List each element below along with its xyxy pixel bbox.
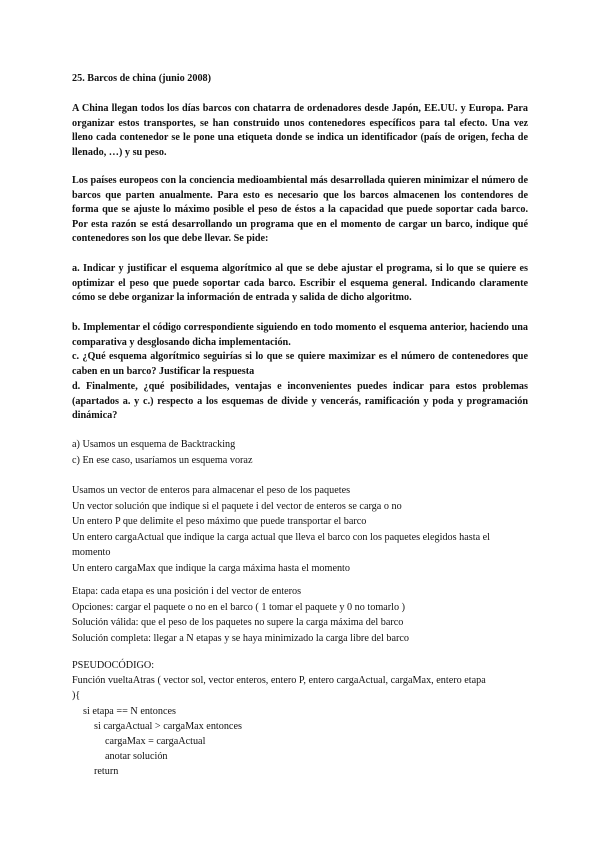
question-a: a. Indicar y justificar el esquema algorítmico al que se debe ajustar el programa, si lo que se quiere es optimizar el peso que puede soportar cada barco. Escribir el esquema general. Indicando claramente cómo se debe organizar la información de entrada y salida de dicho algoritmo. — [72, 263, 528, 304]
function-signature: Función vueltaAtras ( vector sol, vector enteros, entero P, entero cargaActual, cargaMax, entero etapa — [72, 675, 486, 687]
variable-line: Usamos un vector de enteros para almacenar el peso de los paquetes — [72, 485, 351, 496]
code-line: si cargaActual > cargaMax entonces — [94, 720, 242, 732]
scheme-line: Opciones: cargar el paquete o no en el barco ( 1 tomar el paquete y 0 no tomarlo ) — [72, 601, 406, 613]
exercise-title: 25. Barcos de china (junio 2008) — [72, 73, 212, 84]
variable-line: Un entero P que delimite el peso máximo que puede transportar el barco — [72, 516, 367, 527]
question-c: c. ¿Qué esquema algorítmico seguirías si lo que se quiere maximizar es el número de contenedores que caben en un barco? Justificar la respuesta — [72, 351, 528, 377]
pseudocode-heading: PSEUDOCÓDIGO: — [72, 660, 155, 671]
variable-line: Un entero cargaMax que indique la carga máxima hasta el momento — [72, 562, 350, 574]
answers-block — [72, 437, 528, 468]
code-line: anotar solución — [105, 751, 168, 763]
scheme-line: Etapa: cada etapa es una posición i del vector de enteros — [72, 586, 302, 597]
variable-line: Un entero cargaActual que indique la carga actual que lleva el barco con los paquetes elegidos hasta el momento — [72, 531, 490, 558]
intro-paragraph: A China llegan todos los días barcos con chatarra de ordenadores desde Japón, EE.UU. y Europa. Para organizar estos transportes, se han construido unos contenedores específicos para tal efecto. Una vez lleno cada contenedor se le pone una etiqueta donde se indica un identificador (país de origen, fecha de llenado, …) y su peso. — [72, 103, 528, 158]
variable-line: Un vector solución que indique si el paquete i del vector de enteros se carga o no — [72, 500, 402, 512]
scheme-line: Solución válida: que el peso de los paquetes no supere la carga máxima del barco — [72, 617, 404, 628]
context-paragraph: Los países europeos con la conciencia medioambiental más desarrollada quieren minimizar el número de barcos que parten anualmente. Para esto es necesario que los barcos almacenen los contendores de forma que se ajuste lo máximo posible el peso de éstos a la capacidad que puede soportar cada barco. Por esta razón se está desarrollando un programa que en el momento de cargar un barco, indique qué contenedores son los que debe llevar. Se pide: — [72, 175, 528, 245]
answer-c: c) En ese caso, usaríamos un esquema voraz — [72, 454, 253, 466]
function-signature-end: ){ — [72, 690, 81, 702]
variables-block — [72, 483, 528, 576]
code-line: return — [94, 766, 119, 778]
question-d: d. Finalmente, ¿qué posibilidades, ventajas e inconvenientes puedes indicar para estos problemas (apartados a. y c.) respecto a los esquemas de divide y vencerás, ramificación y poda y programación dinámica? — [72, 381, 528, 422]
scheme-block — [72, 584, 528, 646]
scheme-line: Solución completa: llegar a N etapas y se haya minimizado la carga libre del barco — [72, 632, 410, 644]
pseudocode-block — [72, 658, 486, 780]
code-line: si etapa == N entonces — [83, 705, 176, 717]
question-b: b. Implementar el código correspondiente siguiendo en todo momento el esquema anterior, haciendo una comparativa y desglosando dicha implementación. — [72, 322, 528, 348]
answer-a: a) Usamos un esquema de Backtracking — [72, 439, 236, 450]
code-line: cargaMax = cargaActual — [105, 736, 206, 748]
